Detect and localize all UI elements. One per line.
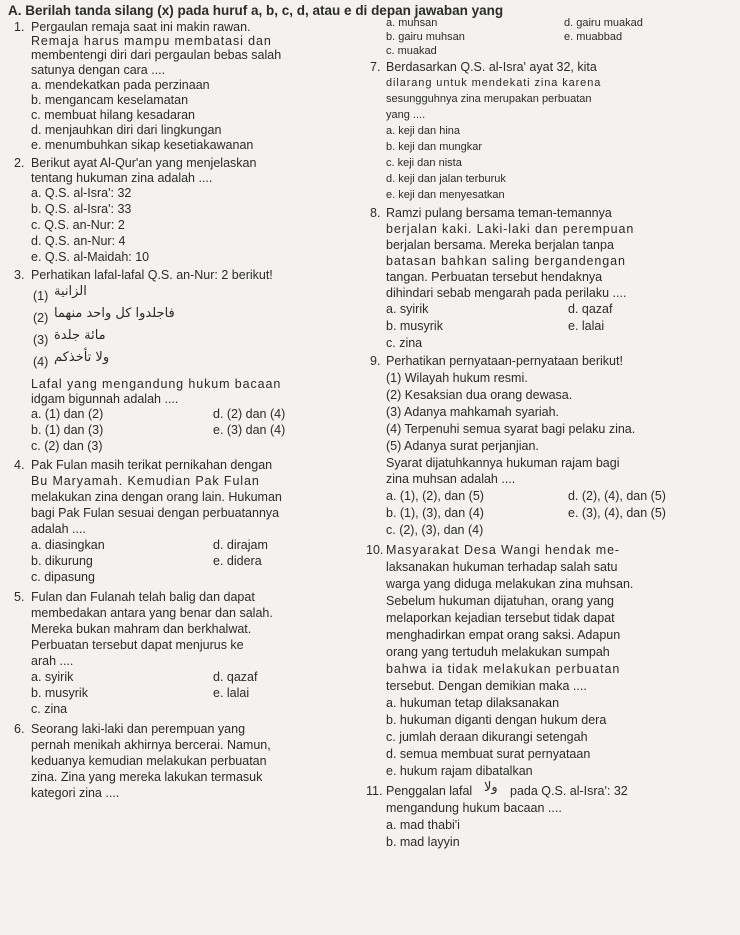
q7-option-c[interactable]: c. keji dan nista (386, 157, 462, 169)
q2-option-b[interactable]: b. Q.S. al-Isra': 33 (31, 202, 132, 216)
q7-option-a[interactable]: a. keji dan hina (386, 125, 460, 137)
q1-stem-line: membentengi diri dari pergaulan bebas salah (31, 48, 282, 62)
q6-stem-line: kategori zina .... (31, 786, 120, 800)
q4-option-c[interactable]: c. dipasung (31, 570, 95, 584)
q11-stem-part: pada Q.S. al-Isra': 32 (510, 784, 628, 798)
q10-number: 10. (366, 543, 384, 557)
q4-stem-line: bagi Pak Fulan sesuai dengan perbuatannya (31, 506, 280, 520)
q2-option-c[interactable]: c. Q.S. an-Nur: 2 (31, 218, 125, 232)
q5-stem-line: Mereka bukan mahram dan berkhalwat. (31, 622, 252, 636)
q5-stem-line: Perbuatan tersebut dapat menjurus ke (31, 638, 244, 652)
q1-option-a[interactable]: a. mendekatkan pada perzinaan (31, 78, 210, 92)
q4-number: 4. (14, 458, 25, 472)
q5-number: 5. (14, 590, 25, 604)
q3-option-a[interactable]: a. (1) dan (2) (31, 407, 104, 421)
q2-option-d[interactable]: d. Q.S. an-Nur: 4 (31, 234, 126, 248)
q7-stem-line: sesungguhnya zina merupakan perbuatan (386, 93, 592, 105)
q6-number: 6. (14, 722, 25, 736)
q7-stem-line: dilarang untuk mendekati zina karena (386, 77, 602, 89)
q8-option-a[interactable]: a. syirik (386, 302, 429, 316)
q5-option-e[interactable]: e. lalai (213, 686, 250, 700)
q6-stem-line: Seorang laki-laki dan perempuan yang (31, 722, 246, 736)
q3-item-number: (2) (33, 311, 49, 325)
q10-stem-line: melaporkan kejadian tersebut tidak dapat (386, 611, 615, 625)
q10-option-c[interactable]: c. jumlah deraan dikurangi setengah (386, 730, 588, 744)
q3-item-number: (1) (33, 289, 49, 303)
q10-option-b[interactable]: b. hukuman diganti dengan hukum dera (386, 713, 607, 727)
q8-stem-line: berjalan bersama. Mereka berjalan tanpa (386, 238, 614, 252)
q7-number: 7. (370, 60, 381, 74)
q7-option-e[interactable]: e. keji dan menyesatkan (386, 189, 505, 201)
q1-option-c[interactable]: c. membuat hilang kesadaran (31, 108, 195, 122)
q8-number: 8. (370, 206, 381, 220)
q10-stem-line: tersebut. Dengan demikian maka .... (386, 679, 587, 693)
q10-option-e[interactable]: e. hukum rajam dibatalkan (386, 764, 533, 778)
q3-option-d[interactable]: d. (2) dan (4) (213, 407, 286, 421)
q8-stem-line: tangan. Perbuatan tersebut hendaknya (386, 270, 603, 284)
q4-stem-line: adalah .... (31, 522, 86, 536)
q6-stem-line: pernah menikah akhirnya bercerai. Namun, (31, 738, 271, 752)
q11-number: 11. (366, 784, 383, 798)
qr1-option-e[interactable]: e. muabbad (564, 31, 623, 43)
q1-option-e[interactable]: e. menumbuhkan sikap kesetiakawanan (31, 138, 254, 152)
q1-option-d[interactable]: d. menjauhkan diri dari lingkungan (31, 123, 222, 137)
q10-stem-line: bahwa ia tidak melakukan perbuatan (386, 662, 621, 676)
q9-stem-line: Syarat dijatuhkannya hukuman rajam bagi (386, 456, 620, 470)
q2-stem-line: tentang hukuman zina adalah .... (31, 171, 213, 185)
q3-option-b[interactable]: b. (1) dan (3) (31, 423, 104, 437)
q3-stem-line: idgam bigunnah adalah .... (31, 392, 179, 406)
q5-option-b[interactable]: b. musyrik (31, 686, 88, 700)
q4-option-a[interactable]: a. diasingkan (31, 538, 105, 552)
q9-item: (2) Kesaksian dua orang dewasa. (386, 388, 573, 402)
q5-option-c[interactable]: c. zina (31, 702, 68, 716)
q4-stem-line: Bu Maryamah. Kemudian Pak Fulan (31, 474, 260, 488)
q8-option-c[interactable]: c. zina (386, 336, 423, 350)
q9-item: (4) Terpenuhi semua syarat bagi pelaku zina. (386, 422, 636, 436)
q10-stem-line: Sebelum hukuman dijatuhan, orang yang (386, 594, 614, 608)
q4-stem-line: Pak Fulan masih terikat pernikahan dengan (31, 458, 273, 472)
q8-stem-line: batasan bahkan saling bergandengan (386, 254, 626, 268)
q3-stem: Perhatikan lafal-lafal Q.S. an-Nur: 2 berikut! (31, 268, 273, 282)
q8-option-d[interactable]: d. qazaf (568, 302, 613, 316)
q10-option-d[interactable]: d. semua membuat surat pernyataan (386, 747, 591, 761)
q10-stem-line: menghadirkan empat orang saksi. Adapun (386, 628, 621, 642)
q9-number: 9. (370, 354, 381, 368)
q9-stem: Perhatikan pernyataan-pernyataan berikut! (386, 354, 623, 368)
q8-stem-line: dihindari sebab mengarah pada perilaku .... (386, 286, 627, 300)
q9-option-c[interactable]: c. (2), (3), dan (4) (386, 523, 484, 537)
q9-item: (1) Wilayah hukum resmi. (386, 371, 528, 385)
q4-stem-line: melakukan zina dengan orang lain. Hukuman (31, 490, 282, 504)
q5-stem-line: Fulan dan Fulanah telah balig dan dapat (31, 590, 255, 604)
q10-stem-line: orang yang tertuduh melakukan sumpah (386, 645, 610, 659)
q1-number: 1. (14, 20, 25, 34)
q5-option-a[interactable]: a. syirik (31, 670, 74, 684)
q3-item-arabic: مائة جلدة (54, 328, 106, 343)
q3-item-arabic: الزانية (54, 284, 87, 299)
qr1-option-c[interactable]: c. muakad (386, 45, 437, 57)
q5-option-d[interactable]: d. qazaf (213, 670, 258, 684)
q3-option-c[interactable]: c. (2) dan (3) (31, 439, 103, 453)
q7-stem-line: yang .... (386, 109, 426, 121)
q2-option-e[interactable]: e. Q.S. al-Maidah: 10 (31, 250, 150, 264)
q9-option-d[interactable]: d. (2), (4), dan (5) (568, 489, 666, 503)
qr1-option-a[interactable]: a. muhsan (386, 17, 438, 29)
q7-stem-line: Berdasarkan Q.S. al-Isra' ayat 32, kita (386, 60, 597, 74)
q3-option-e[interactable]: e. (3) dan (4) (213, 423, 286, 437)
q11-stem-part: Penggalan lafal (386, 784, 473, 798)
q2-number: 2. (14, 156, 25, 170)
q5-stem-line: membedakan antara yang benar dan salah. (31, 606, 273, 620)
q1-stem-line: Remaja harus mampu membatasi dan (31, 34, 272, 48)
section-header: A. Berilah tanda silang (x) pada huruf a, b, c, d, atau e di depan jawaban yang (8, 3, 504, 18)
q1-stem-line: Pergaulan remaja saat ini makin rawan. (31, 20, 251, 34)
q6-stem-line: zina. Zina yang mereka lakukan termasuk (31, 770, 263, 784)
q6-stem-line: keduanya kemudian melakukan perbuatan (31, 754, 267, 768)
q4-option-e[interactable]: e. didera (213, 554, 262, 568)
q4-option-b[interactable]: b. dikurung (31, 554, 93, 568)
q5-stem-line: arah .... (31, 654, 74, 668)
q2-stem-line: Berikut ayat Al-Qur'an yang menjelaskan (31, 156, 257, 170)
q10-stem-line: Masyarakat Desa Wangi hendak me- (386, 543, 620, 557)
q8-option-e[interactable]: e. lalai (568, 319, 605, 333)
q3-item-arabic: فاجلدوا كل واحد منهما (54, 306, 175, 321)
q3-item-arabic: ولا تأخذكم (54, 350, 110, 365)
q7-option-b[interactable]: b. keji dan mungkar (386, 141, 482, 153)
q11-option-a[interactable]: a. mad thabi'i (386, 818, 460, 832)
q9-option-b[interactable]: b. (1), (3), dan (4) (386, 506, 484, 520)
q3-item-number: (4) (33, 355, 49, 369)
q10-stem-line: warga yang diduga melakukan zina muhsan. (386, 577, 634, 591)
qr1-option-b[interactable]: b. gairu muhsan (386, 31, 465, 43)
q11-stem-line: mengandung hukum bacaan .... (386, 801, 562, 815)
q10-option-a[interactable]: a. hukuman tetap dilaksanakan (386, 696, 560, 710)
q11-arabic-lafal: ولا (484, 780, 498, 795)
q2-option-a[interactable]: a. Q.S. al-Isra': 32 (31, 186, 132, 200)
q11-option-b[interactable]: b. mad layyin (386, 835, 460, 849)
q7-option-d[interactable]: d. keji dan jalan terburuk (386, 173, 506, 185)
q9-option-a[interactable]: a. (1), (2), dan (5) (386, 489, 484, 503)
q8-option-b[interactable]: b. musyrik (386, 319, 443, 333)
q9-stem-line: zina muhsan adalah .... (386, 472, 516, 486)
q3-stem-line: Lafal yang mengandung hukum bacaan (31, 377, 282, 391)
q9-option-e[interactable]: e. (3), (4), dan (5) (568, 506, 666, 520)
q1-stem-line: satunya dengan cara .... (31, 63, 166, 77)
q4-option-d[interactable]: d. dirajam (213, 538, 268, 552)
q3-number: 3. (14, 268, 25, 282)
q1-option-b[interactable]: b. mengancam keselamatan (31, 93, 189, 107)
qr1-option-d[interactable]: d. gairu muakad (564, 17, 643, 29)
q3-item-number: (3) (33, 333, 49, 347)
q9-item: (3) Adanya mahkamah syariah. (386, 405, 560, 419)
q10-stem-line: laksanakan hukuman terhadap salah satu (386, 560, 618, 574)
q9-item: (5) Adanya surat perjanjian. (386, 439, 539, 453)
q8-stem-line: berjalan kaki. Laki-laki dan perempuan (386, 222, 635, 236)
q8-stem-line: Ramzi pulang bersama teman-temannya (386, 206, 612, 220)
